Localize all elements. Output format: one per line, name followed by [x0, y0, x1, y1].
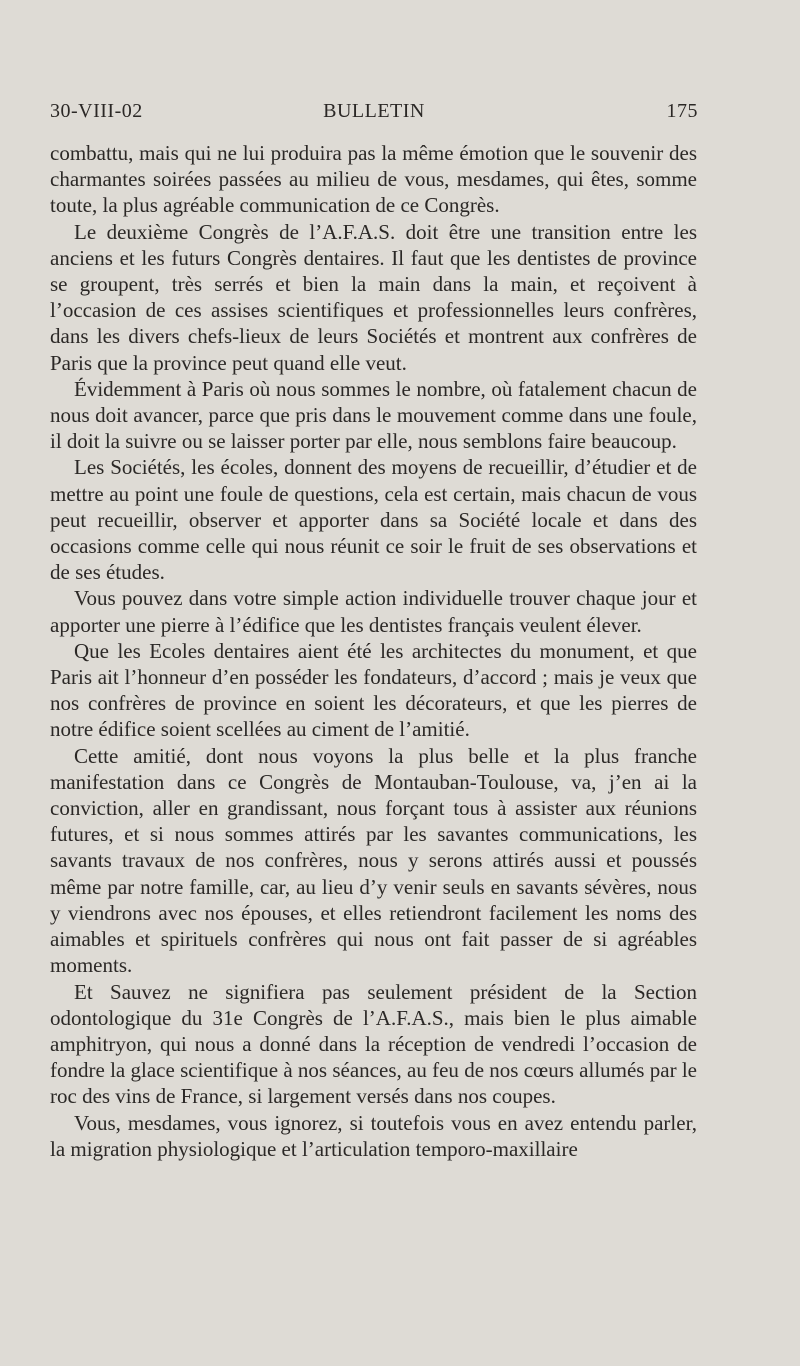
paragraph: Que les Ecoles dentaires aient été les architectes du monument, et que Paris ait l’honneur d’en posséder les fondateurs, d’accord ; mais je veux que nos confrères de province en soient les décorateurs, et que les pierres de notre édifice soient scellées au ciment de l’amitié. [50, 638, 697, 742]
paragraph: Vous pouvez dans votre simple action individuelle trouver chaque jour et apporter une pierre à l’édifice que les dentistes français veulent élever. [50, 586, 697, 637]
paragraph: Les Sociétés, les écoles, donnent des moyens de recueillir, d’étudier et de mettre au point une foule de questions, cela est certain, mais chacun de vous peut recueillir, observer et apporter dans sa Société locale et dans des occasions comme celle qui nous réunit ce soir le fruit de ses observations et de ses études. [50, 455, 697, 585]
page-number: 175 [666, 100, 698, 122]
paragraph: Et Sauvez ne signifiera pas seulement président de la Section odontologique du 31e Congrès de l’A.F.A.S., mais bien le plus aimable amphitryon, qui nous a donné dans la réception de vendredi l’occasion de fondre la glace scientifique à nos séances, au feu de nos cœurs allumés par le roc des vins de France, si largement versés dans nos coupes. [50, 979, 697, 1109]
running-header [50, 100, 698, 130]
body-text [50, 140, 697, 1162]
paragraph: Cette amitié, dont nous voyons la plus belle et la plus franche manifestation dans ce Congrès de Montauban-Toulouse, va, j’en ai la conviction, aller en grandissant, nous forçant tous à assister aux réunions futures, et si nous sommes attirés par les savantes communications, les savants travaux de nos confrères, nous y serons attirés aussi et poussés même par notre famille, car, au lieu d’y venir seuls en savants sévères, nous y viendrons avec nos épouses, et elles retiendront facilement les noms des aimables et spirituels confrères qui nous ont fait passer de si agréables moments. [50, 743, 697, 978]
paragraph-continued: combattu, mais qui ne lui produira pas la même émotion que le souvenir des charmantes soirées passées au milieu de vous, mesdames, qui êtes, somme toute, la plus agréable communication de ce Congrès. [50, 141, 697, 218]
paragraph: Évidemment à Paris où nous sommes le nombre, où fatalement chacun de nous doit avancer, parce que pris dans le mouvement comme dans une foule, il doit la suivre ou se laisser porter par elle, nous semblons faire beaucoup. [50, 376, 697, 454]
header-date: 30-VIII-02 [50, 100, 143, 122]
paragraph: Le deuxième Congrès de l’A.F.A.S. doit être une transition entre les anciens et les futurs Congrès dentaires. Il faut que les dentistes de province se groupent, très serrés et bien la main dans la main, et reçoivent à l’occasion de ces assises scientifiques et professionnelles leurs confrères, dans les divers chefs-lieux de leurs Sociétés et montrent aux confrères de Paris que la province peut quand elle veut. [50, 219, 697, 375]
paragraph: Vous, mesdames, vous ignorez, si toutefois vous en avez entendu parler, la migration physiologique et l’articulation temporo-maxillaire [50, 1110, 697, 1161]
header-title: BULLETIN [323, 100, 425, 122]
